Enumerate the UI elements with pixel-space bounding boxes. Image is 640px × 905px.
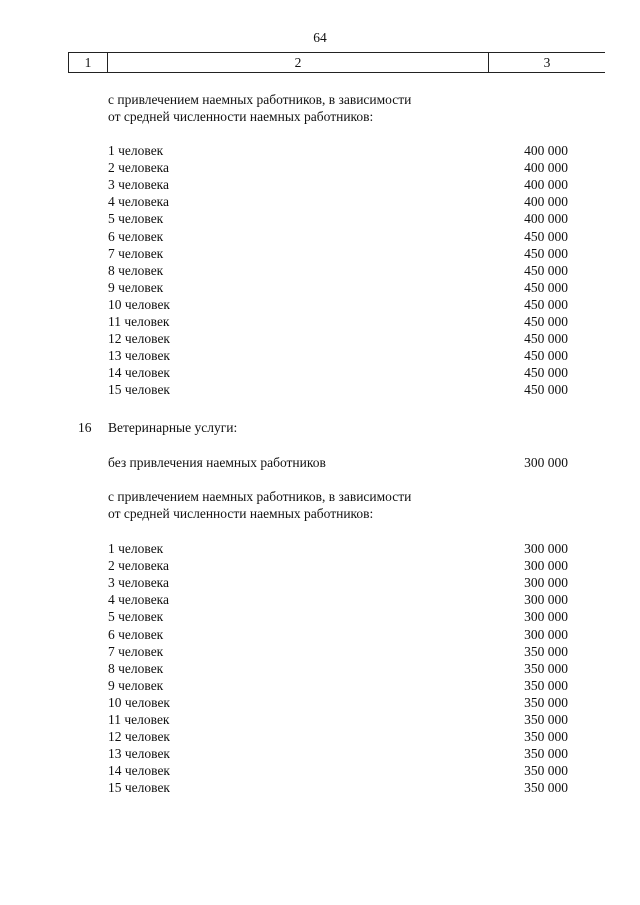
table-row (0, 245, 640, 262)
row-value: 350 000 (524, 677, 568, 693)
table-row (0, 159, 640, 176)
table-row (0, 779, 640, 796)
row-label: 14 человек (108, 763, 170, 779)
row-label: 12 человек (108, 331, 170, 347)
row-value: 400 000 (524, 160, 568, 176)
row-label: 15 человек (108, 780, 170, 796)
row-value: 450 000 (524, 314, 568, 329)
table-row (0, 540, 640, 557)
table-row (0, 660, 640, 677)
row-label: 3 человека (108, 575, 170, 591)
table-row (0, 677, 640, 694)
row-label: 12 человек (108, 729, 170, 745)
row-value: 300 000 (524, 575, 568, 591)
table-row (0, 313, 640, 330)
table-row (0, 330, 640, 347)
table-column-header-row (68, 52, 605, 73)
table-row (0, 608, 640, 625)
row-label: 4 человека (108, 194, 170, 210)
row-label: 6 человек (108, 626, 164, 642)
row-value: 350 000 (524, 694, 568, 710)
row-label: 14 человек (108, 365, 170, 381)
column-header-1: 1 (69, 53, 108, 72)
table-row (0, 694, 640, 711)
column-header-2: 2 (108, 53, 489, 72)
row-label: 5 человек (108, 609, 164, 625)
table-row (0, 454, 640, 471)
table-row (0, 228, 640, 245)
row-label: 9 человек (108, 279, 164, 295)
row-value: 350 000 (524, 712, 568, 727)
table-row (0, 262, 640, 279)
row-label: 2 человека (108, 160, 170, 176)
row-value: 450 000 (524, 365, 568, 381)
row-value: 450 000 (524, 382, 568, 398)
row-value: 450 000 (524, 331, 568, 347)
row-value: 450 000 (524, 348, 568, 364)
row-label: 8 человек (108, 262, 164, 278)
table-row (0, 711, 640, 728)
row-value: 350 000 (524, 660, 568, 676)
table-row (0, 210, 640, 227)
table-row (0, 574, 640, 591)
row-label: 10 человек (108, 296, 170, 312)
row-value: 450 000 (524, 228, 568, 244)
row-value: 350 000 (524, 729, 568, 745)
row-label: 6 человек (108, 228, 164, 244)
table-row (0, 643, 640, 660)
row-value: 400 000 (524, 143, 568, 158)
table-row (0, 142, 640, 159)
row-value: 450 000 (524, 245, 568, 261)
intro-text-line: с привлечением наемных работников, в зависимости (108, 489, 412, 504)
intro-text-line: от средней численности наемных работников: (108, 506, 374, 521)
row-value: 300 000 (524, 541, 568, 556)
table-row (0, 728, 640, 745)
intro-text-line: с привлечением наемных работников, в зависимости (108, 92, 412, 107)
row-value: 350 000 (524, 746, 568, 762)
row-value: 350 000 (524, 763, 568, 779)
row-label: 2 человека (108, 558, 170, 574)
row-label: 10 человек (108, 694, 170, 710)
row-value: 450 000 (524, 279, 568, 295)
row-label: 4 человека (108, 592, 170, 608)
row-label: 8 человек (108, 660, 164, 676)
row-label: 3 человека (108, 177, 170, 193)
row-value: 450 000 (524, 262, 568, 278)
row-value: 400 000 (524, 194, 568, 210)
row-label: без привлечения наемных работников (108, 455, 326, 470)
table-row (0, 347, 640, 364)
table-row (0, 193, 640, 210)
row-value: 300 000 (524, 455, 568, 470)
table-row (0, 745, 640, 762)
row-label: 13 человек (108, 746, 170, 762)
section-title: Ветеринарные услуги: (108, 420, 238, 435)
section-number: 16 (78, 420, 92, 435)
row-label: 15 человек (108, 382, 170, 398)
row-label: 5 человек (108, 211, 164, 227)
column-header-3: 3 (543, 55, 551, 70)
row-value: 400 000 (524, 211, 568, 227)
row-value: 300 000 (524, 626, 568, 642)
table-row (0, 381, 640, 398)
row-label: 11 человек (108, 712, 170, 727)
row-label: 11 человек (108, 314, 170, 329)
row-value: 300 000 (524, 592, 568, 608)
row-value: 300 000 (524, 609, 568, 625)
row-label: 7 человек (108, 643, 164, 659)
table-row (0, 626, 640, 643)
row-label: 9 человек (108, 677, 164, 693)
table-row (0, 591, 640, 608)
table-row (0, 296, 640, 313)
page-number: 64 (313, 30, 327, 45)
row-label: 1 человек (108, 143, 164, 158)
row-label: 1 человек (108, 541, 164, 556)
row-value: 350 000 (524, 643, 568, 659)
table-row (0, 557, 640, 574)
row-value: 350 000 (524, 780, 568, 796)
table-row (0, 762, 640, 779)
table-row (0, 279, 640, 296)
table-row (0, 364, 640, 381)
row-value: 450 000 (524, 296, 568, 312)
row-label: 13 человек (108, 348, 170, 364)
row-label: 7 человек (108, 245, 164, 261)
table-row (0, 176, 640, 193)
row-value: 400 000 (524, 177, 568, 193)
intro-text-line: от средней численности наемных работников: (108, 109, 374, 124)
row-value: 300 000 (524, 558, 568, 574)
